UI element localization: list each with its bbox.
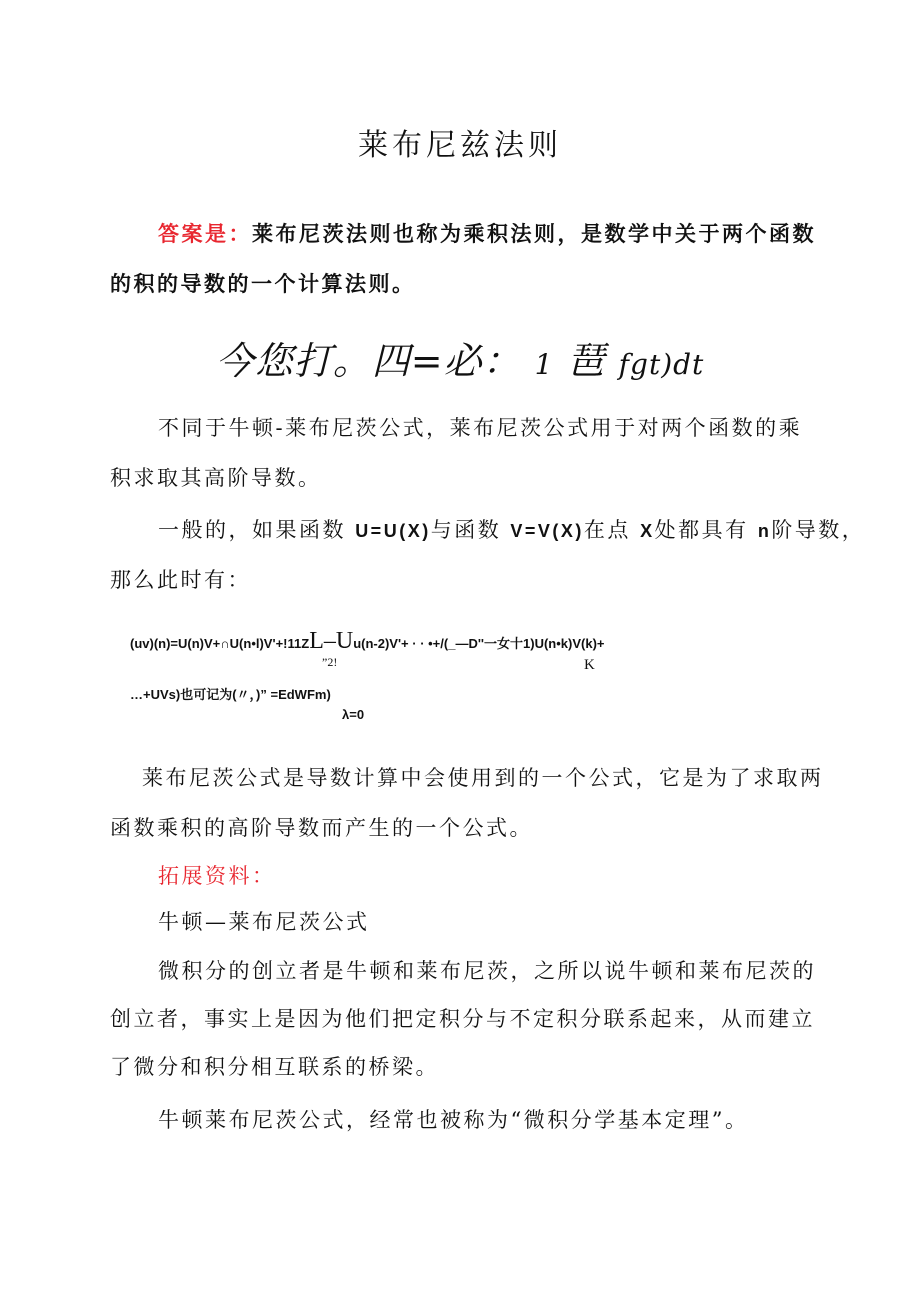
subheading: 牛顿—莱布尼茨公式	[158, 910, 370, 934]
para3-line-2: 函数乘积的高阶导数而产生的一个公式。	[110, 816, 533, 840]
answer-line-2: 的积的导数的一个计算法则。	[110, 271, 416, 296]
formula-sub-k: K	[584, 657, 595, 673]
garbled-formula-num: 1	[534, 348, 554, 381]
para2-text-a: 一般的，如果函数	[158, 518, 346, 542]
answer-line-1	[158, 218, 816, 248]
formula-row-1-big: L–U	[309, 628, 354, 654]
garbled-formula-text: 今您打。四=必：	[215, 339, 522, 383]
formula-row-1-a: (uv)(n)=U(n)V+∩U(n•l)V'+!11Z	[130, 636, 310, 651]
para4-line-2: 创立者，事实上是因为他们把定积分与不定积分联系起来，从而建立	[110, 1007, 815, 1031]
para5: 牛顿莱布尼茨公式，经常也被称为“微积分学基本定理”。	[158, 1108, 749, 1132]
answer-text-1: 莱布尼茨法则也称为乘积法则，是数学中关于两个函数	[252, 221, 816, 246]
x-variable: X	[640, 521, 655, 541]
v-expression: V=V(X)	[510, 521, 584, 541]
para1-line-2: 积求取其高阶导数。	[110, 466, 322, 490]
para4-line-3: 了微分和积分相互联系的桥梁。	[110, 1055, 439, 1079]
answer-label: 答案是：	[158, 221, 252, 246]
garbled-formula-glyph: 琶	[566, 339, 606, 383]
page-title: 莱布尼兹法则	[358, 128, 562, 163]
para2-text-b: 与函数	[430, 518, 502, 542]
n-variable: n	[757, 521, 772, 541]
para2-text-d: 处都具有	[654, 518, 749, 542]
para2-text-c: 在点	[583, 518, 631, 542]
formula-row-1	[130, 628, 605, 655]
para2-text-e: 阶导数，	[771, 518, 866, 542]
para3-line-1: 莱布尼茨公式是导数计算中会使用到的一个公式，它是为了求取两	[142, 766, 824, 790]
formula-sub-a: ”2!	[322, 655, 338, 669]
formula-row-1-b: u(n-2)V'+ · · •+/(_—D''一女十1)U(n•k)V(k)+	[353, 636, 605, 651]
para1-line-1: 不同于牛顿-莱布尼茨公式，莱布尼茨公式用于对两个函数的乘	[158, 416, 803, 440]
extend-label: 拓展资料：	[158, 864, 276, 888]
para4-line-1: 微积分的创立者是牛顿和莱布尼茨，之所以说牛顿和莱布尼茨的	[158, 959, 816, 983]
para2-line-2: 那么此时有：	[110, 568, 251, 592]
garbled-formula	[0, 330, 920, 385]
garbled-formula-tail: fgt)dt	[618, 348, 705, 381]
formula-row-3: λ=0	[342, 707, 365, 722]
para2-line-1	[158, 514, 865, 544]
u-expression: U=U(X)	[355, 521, 431, 541]
formula-row-2: …+UVs)也可记为(〃，)” =EdWFm)	[130, 687, 331, 702]
